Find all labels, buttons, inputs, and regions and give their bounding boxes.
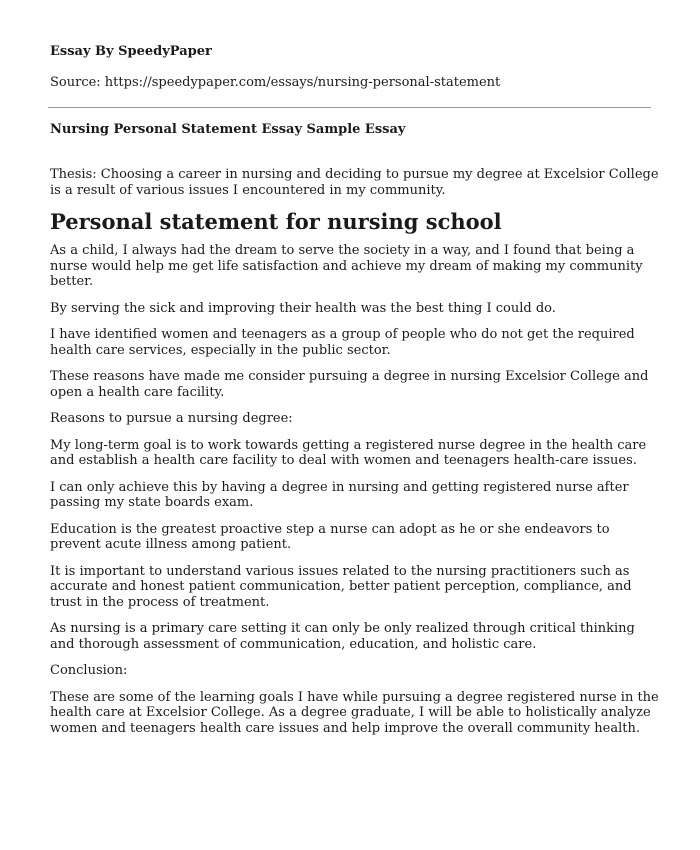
body-paragraph: As a child, I always had the dream to serve the society in a way, and I found that being a nurse would help me get life satisfaction and achieve my dream of making my community better.: [50, 243, 643, 289]
body-paragraph: It is important to understand various issues related to the nursing practitioners such as accurate and honest patient communication, better patient perception, compliance, and trust in the process of treatment.: [50, 563, 632, 610]
subheading-reasons: Reasons to pursue a nursing degree:: [50, 411, 293, 426]
header-divider: [48, 107, 651, 108]
body-paragraph: I have identified women and teenagers as a group of people who do not get the required health care services, especially in the public sector.: [50, 327, 635, 358]
body-paragraph: These reasons have made me consider pursuing a degree in nursing Excelsior College and open a health care facility.: [50, 369, 649, 400]
thesis-paragraph: Thesis: Choosing a career in nursing and deciding to pursue my degree at Excelsior College is a result of various issues I encountered in my community.: [50, 167, 659, 198]
body-paragraph: My long-term goal is to work towards getting a registered nurse degree in the health care and establish a health care facility to deal with women and teenagers health-care issues.: [50, 437, 647, 468]
body-paragraph: I can only achieve this by having a degree in nursing and getting registered nurse after passing my state boards exam.: [50, 479, 629, 510]
essay-author-header: Essay By SpeedyPaper: [50, 44, 212, 59]
essay-title: Nursing Personal Statement Essay Sample Essay: [50, 122, 406, 137]
subheading-conclusion: Conclusion:: [50, 663, 128, 678]
source-line: Source: https://speedypaper.com/essays/nursing-personal-statement: [50, 75, 501, 90]
body-paragraph: By serving the sick and improving their health was the best thing I could do.: [50, 300, 556, 316]
body-paragraph: As nursing is a primary care setting it can only be only realized through critical thinking and thorough assessment of communication, education, and holistic care.: [50, 621, 635, 652]
section-heading: Personal statement for nursing school: [50, 209, 502, 234]
body-paragraph: Education is the greatest proactive step a nurse can adopt as he or she endeavors to prevent acute illness among patient.: [50, 521, 610, 552]
conclusion-paragraph: These are some of the learning goals I have while pursuing a degree registered nurse in the health care at Excelsior College. As a degree graduate, I will be able to holistically analyze women and teenagers health care issues and help improve the overall community health.: [50, 689, 659, 736]
